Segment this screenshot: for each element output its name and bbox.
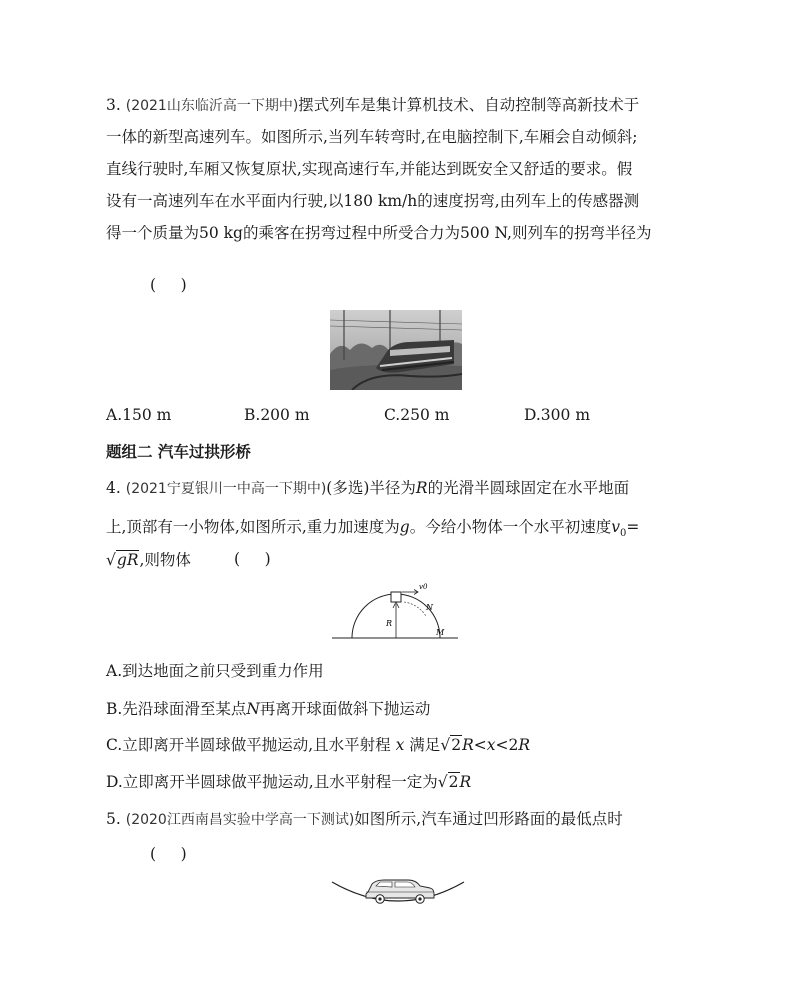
q4-option-d-sqrt-radicand: 2 <box>448 773 459 791</box>
q4-option-c-lt2: <2 <box>495 736 519 754</box>
train-photo <box>330 310 462 390</box>
q4-option-c-sqrt-radicand: 2 <box>451 736 462 754</box>
q4-text-3b: ,则物体 <box>139 551 191 569</box>
q3-answer-paren: ( ) <box>150 276 187 294</box>
q4-source: (2021宁夏银川一中高一下期中) <box>125 481 327 497</box>
q4-text-1b: 的光滑半圆球固定在水平地面 <box>427 479 630 497</box>
q4-answer-paren: ( ) <box>234 550 271 568</box>
q4-var-v0-sub: 0 <box>620 528 627 540</box>
q4-option-d <box>106 772 471 792</box>
q3-line-5: 得一个质量为50 kg的乘客在拐弯过程中所受合力为500 N,则列车的拐弯半径为 <box>106 224 652 242</box>
car-concave-road-figure <box>330 868 466 908</box>
q4-text-1a: (多选)半径为 <box>326 479 416 497</box>
q4-sqrt-gr-radicand: gR <box>116 551 139 569</box>
q4-option-c-var-r2: R <box>518 736 531 754</box>
q4-option-b-var-n: N <box>246 700 260 718</box>
q4-option-b-text-2: 再离开球面做斜下抛运动 <box>259 700 431 718</box>
q4-text-2a: 上,顶部有一小物体,如图所示,重力加速度为 <box>106 518 400 536</box>
q4-option-c-sqrt: √2 <box>440 736 462 754</box>
q4-line-1 <box>106 478 629 499</box>
fig-label-n: N <box>426 603 433 612</box>
q3-source: (2021山东临沂高一下期中) <box>125 98 299 114</box>
q4-option-b-text-1: B.先沿球面滑至某点 <box>106 700 247 718</box>
fig-label-v0: v0 <box>419 583 428 591</box>
fig-label-r: R <box>386 619 393 628</box>
q4-option-d-var-r: R <box>459 773 472 791</box>
q4-option-c-text-2: 满足 <box>409 736 441 754</box>
group-2-heading: 题组二 汽车过拱形桥 <box>106 443 251 461</box>
q3-line-2: 一体的新型高速列车。如图所示,当列车转弯时,在电脑控制下,车厢会自动倾斜; <box>106 128 638 146</box>
q3-option-b: B.200 m <box>244 406 310 424</box>
q4-var-v0: v <box>611 518 621 536</box>
fig-label-m: M <box>436 628 445 637</box>
q4-option-a: A.到达地面之前只受到重力作用 <box>106 662 324 680</box>
q3-text-1: 摆式列车是集计算机技术、自动控制等高新技术于 <box>298 96 640 114</box>
q3-option-a: A.150 m <box>106 406 172 424</box>
q4-option-c-text-1: C.立即离开半圆球做平抛运动,且水平射程 <box>106 736 391 754</box>
q4-option-d-text: D.立即离开半圆球做平抛运动,且水平射程一定为 <box>106 773 438 791</box>
q4-option-c-var-x: x <box>395 736 405 754</box>
q3-line-4: 设有一高速列车在水平面内行驶,以180 km/h的速度拐弯,由列车上的传感器测 <box>106 192 640 210</box>
q5-source: (2020江西南昌实验中学高一下测试) <box>125 812 355 828</box>
q4-text-2b: 。今给小物体一个水平初速度 <box>409 518 612 536</box>
q5-line-1 <box>106 809 623 830</box>
q4-option-c-var-r1: R <box>462 736 474 754</box>
q4-equals: = <box>626 518 640 536</box>
q4-var-g: g <box>399 518 410 536</box>
q4-var-r: R <box>415 479 428 497</box>
q4-option-d-sqrt: √2 <box>437 773 459 791</box>
q4-number: 4. <box>106 479 121 497</box>
q3-option-c: C.250 m <box>384 406 450 424</box>
hemisphere-figure <box>330 580 462 642</box>
q4-line-2 <box>106 517 639 544</box>
q5-number: 5. <box>106 810 121 828</box>
q5-text-1: 如图所示,汽车通过凹形路面的最低点时 <box>354 810 623 828</box>
q3-line-3: 直线行驶时,车厢又恢复原状,实现高速行车,并能达到既安全又舒适的要求。假 <box>106 160 633 178</box>
q4-option-c-var-x2: x <box>486 736 496 754</box>
q3-option-d: D.300 m <box>524 406 591 424</box>
q4-option-c-lt1: < <box>473 736 487 754</box>
q4-option-c <box>106 735 530 755</box>
q4-line-3 <box>106 550 191 570</box>
q4-sqrt-gr: √gR <box>106 551 139 569</box>
q4-option-b <box>106 699 430 719</box>
q5-answer-paren: ( ) <box>150 845 187 863</box>
q3-line-1 <box>106 95 639 116</box>
q3-number: 3. <box>106 96 121 114</box>
